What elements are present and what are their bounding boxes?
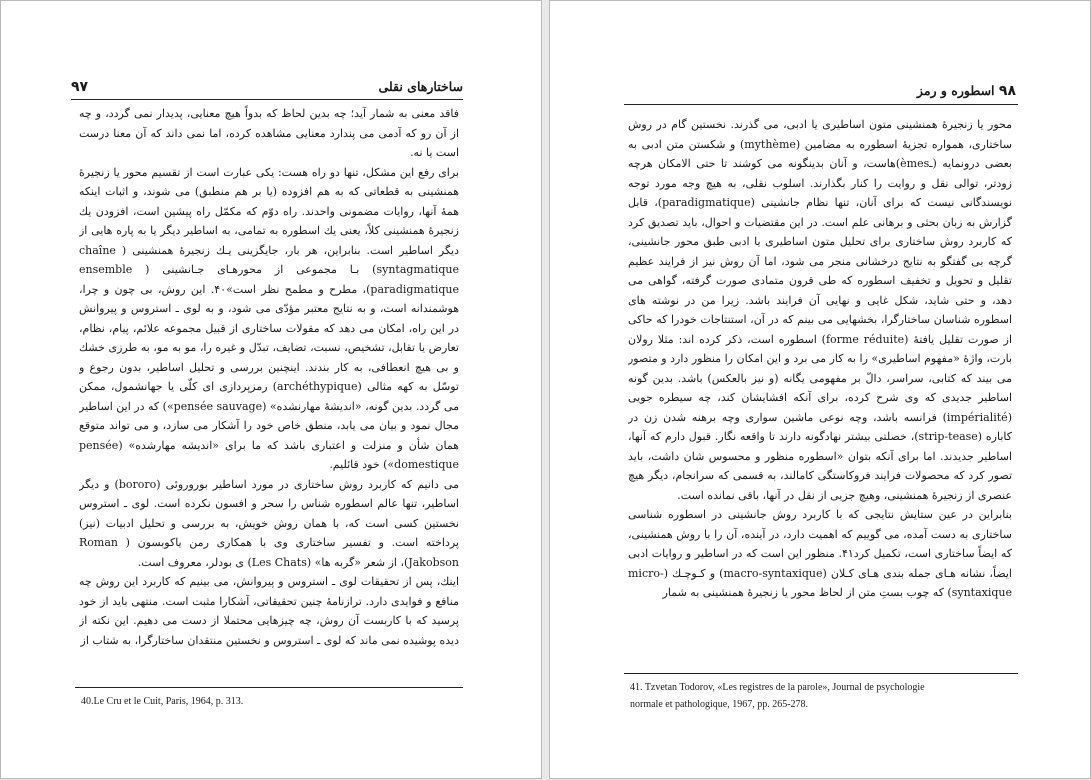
right-body-text <box>628 115 1012 667</box>
right-paragraph-1: محور یا زنجیرهٔ همنشینی متون اساطیری یا ادبی، می گذرند. نخستین گام در روش ساختاری، همواره تجزیهٔ اسطوره به مضامین (mythème) و شکستن متن ادبی به بعضی درونمایه (ـèmes)هاست، و آنان بدینگونه می کوشند تا حتی الامکان هرچه زودتر، توالی نقل و روایت را کنار بگذارند. اسلوب نقلی، به هیچ وجه مورد توجه نویسندگانی نیست که برای آنان، تنها نظام جانشینی (paradigmatique)، قابل گزارش به زبان بحثی و برهانی علم است. در این مقتضیات و احوال، باید تصدیق کرد که کاربرد روش ساختاری برای تحلیل متون اساطیری یا ادبی طبق محور جانشینی، گرچه بی گفتگو به نتایج درخشانی منجر می شود، اما آن روش نیز از فرایند عظیم تقلیل و تحویل و تخفیف اسطوره که طی قرون متمادی صورت گرفته، گواهی می دهد، و حتی شاید، شکل غایی و نهایی آن فرایند باشد. زیرا من در نوشته های اسطوره شناسان ساختارگرا، بخشهایی می بینم که در آن، استنتاجات خودرا که حاکی از صورت تقلیل یافتهٔ (forme réduite) اسطوره است، ذکر کرده اند: مثلا رولان بارت، واژهٔ «مفهوم اساطیری» را به کار می برد و این امکان را منظور دارد و متصور می بیند که کتابی، سراسر، دالّ بر مفهومی یگانه (و نیز بالعکس) باشد. بدین گونه اساطیر جدیدی که وی شرح کرده، برای آنکه افشایشان کند، چه سیطره جویی (impérialité) فرانسه باشد، وچه نوعی ماشین سواری وچه برهنه شدن زن در کاباره (strip-tease)، خصلتی بیشتر نهادگونه دارند تا واقعه نگار. قبول دارم که آنها، اساطیر جدیدند. اما برای آنکه بتوان «اسطوره منظور و محسوس شان داشت، باید تصور کرد که محصولات فرایند فروکاستگی کامالند، به قسمی که سرانجام، دیگر هیچ عنصری از زنجیرهٔ همنشینی، وهیچ جزیی از نقل در آنها، باقی نمانده است. <box>628 118 1012 502</box>
right-paragraph-2: بنابراین در عین ستایش نتایجی که با کاربرد روش جانشینی در اسطوره شناسی ساختاری به دست آمده، می گوییم که اهمیت دارد، در آینده، آن را با روش همنشینی، که ایضاً ساختاری است، تکمیل کرد۴۱. منظور این است که در اساطیر و روایات ادبی ایضاً، نشانه هـای جمله بندی هـای کـلان (macro-syntaxique) و کـوچـك (micro-syntaxique) که چوب بستِ متن از لحاظ محور یا زنجیرهٔ همنشینی به شمار <box>628 508 1012 599</box>
right-header-title: اسطوره و رمز <box>916 83 995 98</box>
left-paragraph-2: برای رفع این مشکل، تنها دو راه هست: یکی عبارت است از تقسیم محور یا زنجیرهٔ همنشینی به قطعاتی که به هم افزوده (یا بر هم منطبق) می شوند، و اثبات اینکه همهٔ آنها، روایات مضمونی واحدند. راه دوّم که مکمّل راه پیشین است، افزودن یك زنجیرهٔ همنشینی کلاً، یعنی یك اسطوره به تمامی، به اساطیر دیگر یا به پاره هایی از دیگر اساطیر است. بنابراین، هر بار، جایگزینی یـك زنجیرهٔ همنشینی ( chaîne syntagmatique) بـا مجموعی از محورهـای جـانشینی ( ensemble paradigmatique)، مطرح و مطمح نظر است»۴۰. این روش، بی چون و چرا، هوشمندانه است، و به نتایج معتبر مؤدّی می شود، و به لوی ـ استروس و پیروانش در این راه، امکان می دهد که مقولات ساختاری از قبیل مجموعه علائم، پیام، نظام، تعارض یا تقابل، تشخیص، نسبت، تضایف، تبدّل و غیره را، مو به مو، به طرزی خشك و بی هیچ انعطافی، به کار بندند. اینچنین بررسی و تحلیل اساطیر، بدون رجوع و توسّل به کهه مثالی (archéthypique) رمزپردازی ای کلّی یا جهانشمول، ممکن می گردد. بدین گونه، «اندیشهٔ مهارنشده» (pensée sauvage») که در این اساطیر مجال نمود و بیان می یابد، منطق خاص خود را آشکار می سازد، و می تواند متوقع همان شأن و منزلت و اعتباری باشد که ما برای «اندیشه مهارشده» (pensée domestique») خود قائلیم. <box>79 165 459 471</box>
left-footnote-rule <box>75 687 463 688</box>
left-page <box>0 0 542 779</box>
left-paragraph-3: می دانیم که کاربرد روش ساختاری در مورد اساطیر بوروروئی (bororo) و دیگر اساطیر، تنها عالم اسطوره شناس را سحر و افسون نکرده است. لوی ـ استروس نخستین کسی است که، با همان روش خویش، به بررسی و تحلیل ادبیات (نیز) پرداخته است. و تفسیر ساختاری وی با همکاری رمن یاکوبسون ( Roman Jakobson)، از شعر «گربه ها» (Les Chats) ی بودلر، معروف است. <box>79 477 459 569</box>
right-footnote-line-2: normale et pathologique, 1967, pp. 265-278. <box>630 699 809 710</box>
right-page <box>549 0 1091 779</box>
left-page-number: ۹۷ <box>71 79 89 95</box>
left-body-text <box>79 104 459 670</box>
left-paragraph-1: فاقد معنی به شمار آید؛ چه بدین لحاظ که بدواً هیچ معنایی، پدیدار نمی گردد، و چه از آن رو که آدمی می پندارد معنایی مشاهده کرده، اما نمی داند که آن معنا درست است یا نه. <box>79 107 459 159</box>
left-header-rule <box>71 99 463 100</box>
right-footnote-rule <box>624 673 1018 674</box>
left-header-title: ساختارهای نقلی <box>378 79 463 94</box>
left-footnote: 40.Le Cru et le Cuit, Paris, 1964, p. 313. <box>81 696 244 707</box>
right-page-number: ۹۸ <box>998 83 1016 99</box>
left-page-header <box>71 79 463 95</box>
left-paragraph-4: اینك، پس از تحقیقات لوی ـ استروس و پیروانش، می بینیم که کاربرد این روش چه منافع و فوایدی دارد. ترازنامهٔ چنین تحقیقاتی، آشکارا مثبت است. منتهی باید از خود پرسید که با کاربست آن روش، چه چیزهایی محتملا از دست می دهیم. این نکته از دیده پوشیده نمی ماند که لوی ـ استروس و نخستین منتقدان ساختارگرا، به شتاب از <box>79 575 459 647</box>
right-footnote-line-1: 41. Tzvetan Todorov, «Les registres de la parole», Journal de psychologie <box>630 682 925 693</box>
right-footnote <box>630 679 1014 713</box>
right-page-header <box>626 83 1016 99</box>
right-header-rule <box>624 104 1018 105</box>
right-header-title-group <box>917 83 1016 99</box>
